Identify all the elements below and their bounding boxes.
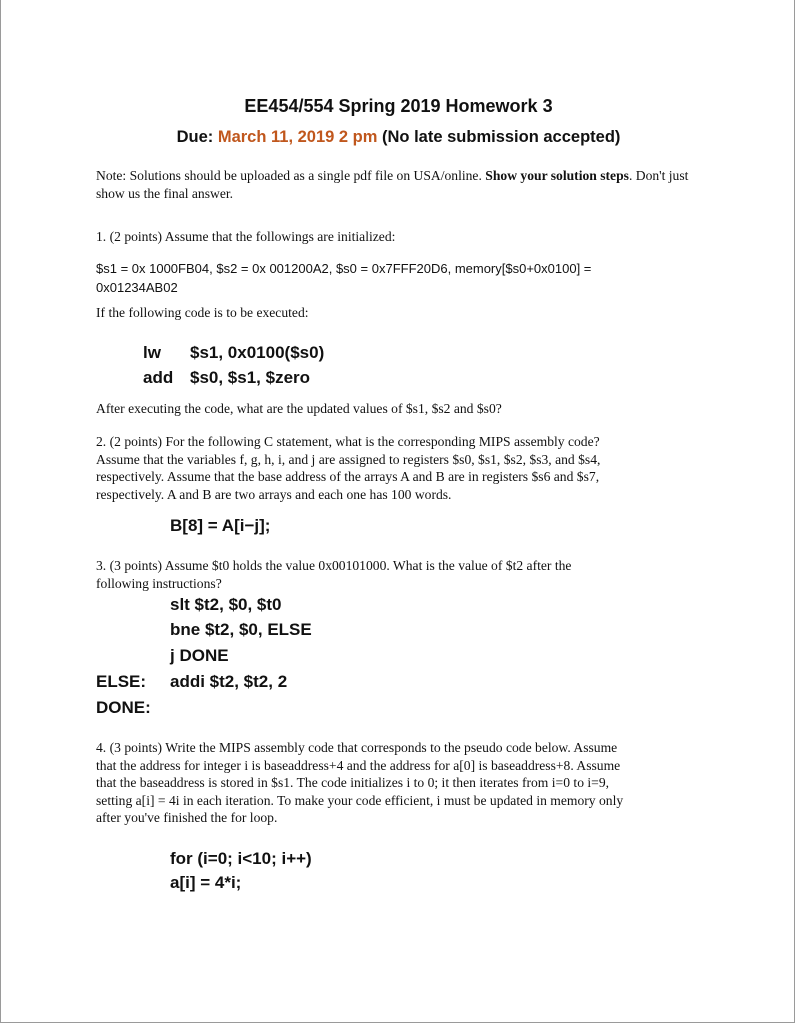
q3-instr-3: j DONE [170,646,229,665]
note-paragraph [96,167,706,202]
q2-line-4: respectively. A and B are two arrays and each one has 100 words. [96,486,452,502]
q4-line-4: setting a[i] = 4i in each iteration. To make your code efficient, i must be updated in memory only [96,792,624,808]
due-date: March 11, 2019 2 pm [217,128,378,146]
q2-paragraph [96,433,736,503]
q4-code-line-1: for (i=0; i<10; i++) [170,849,312,868]
q4-line-5: after you've finished the for loop. [96,810,278,825]
q1-prompt: 1. (2 points) Assume that the followings are initialized: [96,229,396,244]
q3-label-else: ELSE: [96,672,147,691]
q3-paragraph [96,557,716,592]
q4-code-line-2: a[i] = 4*i; [170,873,242,892]
due-line [1,128,795,147]
q2-code: B[8] = A[i−j]; [170,516,271,535]
q2-line-1: 2. (2 points) For the following C statement, what is the corresponding MIPS assembly code? [96,434,600,449]
q4-line-1: 4. (3 points) Write the MIPS assembly code that corresponds to the pseudo code below. Assume [96,740,618,755]
q3-instr-2: bne $t2, $0, ELSE [170,620,312,639]
q3-line-1: 3. (3 points) Assume $t0 holds the value 0x00101000. What is the value of $t2 after the [96,558,572,573]
q2-line-3: respectively. Assume that the base address of the arrays A and B are in registers $s6 and $s7, [96,469,600,484]
due-suffix: (No late submission accepted) [377,128,621,146]
q1-question: After executing the code, what are the updated values of $s1, $s2 and $s0? [96,401,502,416]
q1-code-intro: If the following code is to be executed: [96,305,309,320]
q3-label-done: DONE: [96,698,151,717]
q3-instr-1: slt $t2, $0, $t0 [170,595,282,614]
q1-code-op-2: add [143,368,174,387]
q1-init-line-1: $s1 = 0x 1000FB04, $s2 = 0x 001200A2, $s0 = 0x7FFF20D6, memory[$s0+0x0100] = [96,261,592,276]
q1-init-line-2: 0x01234AB02 [96,280,178,295]
q1-code-args-2: $s0, $s1, $zero [190,368,311,387]
q4-paragraph [96,739,716,827]
q2-line-2: Assume that the variables f, g, h, i, and j are assigned to registers $s0, $s1, $s2, $s3, and $s4, [96,451,601,467]
due-prefix: Due: [176,128,218,146]
page-title: EE454/554 Spring 2019 Homework 3 [244,96,553,116]
q3-instr-4: addi $t2, $t2, 2 [170,672,288,691]
q3-line-2: following instructions? [96,575,222,591]
note-text: Note: Solutions should be uploaded as a single pdf file on USA/online. [96,168,486,183]
q4-line-2: that the address for integer i is baseaddress+4 and the address for a[0] is baseaddress+8. Assume [96,757,621,773]
note-text-end: . Don't just show us the final answer. [96,168,689,201]
q4-line-3: that the baseaddress is stored in $s1. The code initializes i to 0; it then iterates from i=0 to i=9, [96,775,610,790]
note-bold: Show your solution steps [485,168,629,183]
q1-code-args-1: $s1, 0x0100($s0) [190,343,325,362]
q1-code-op-1: lw [143,343,161,362]
